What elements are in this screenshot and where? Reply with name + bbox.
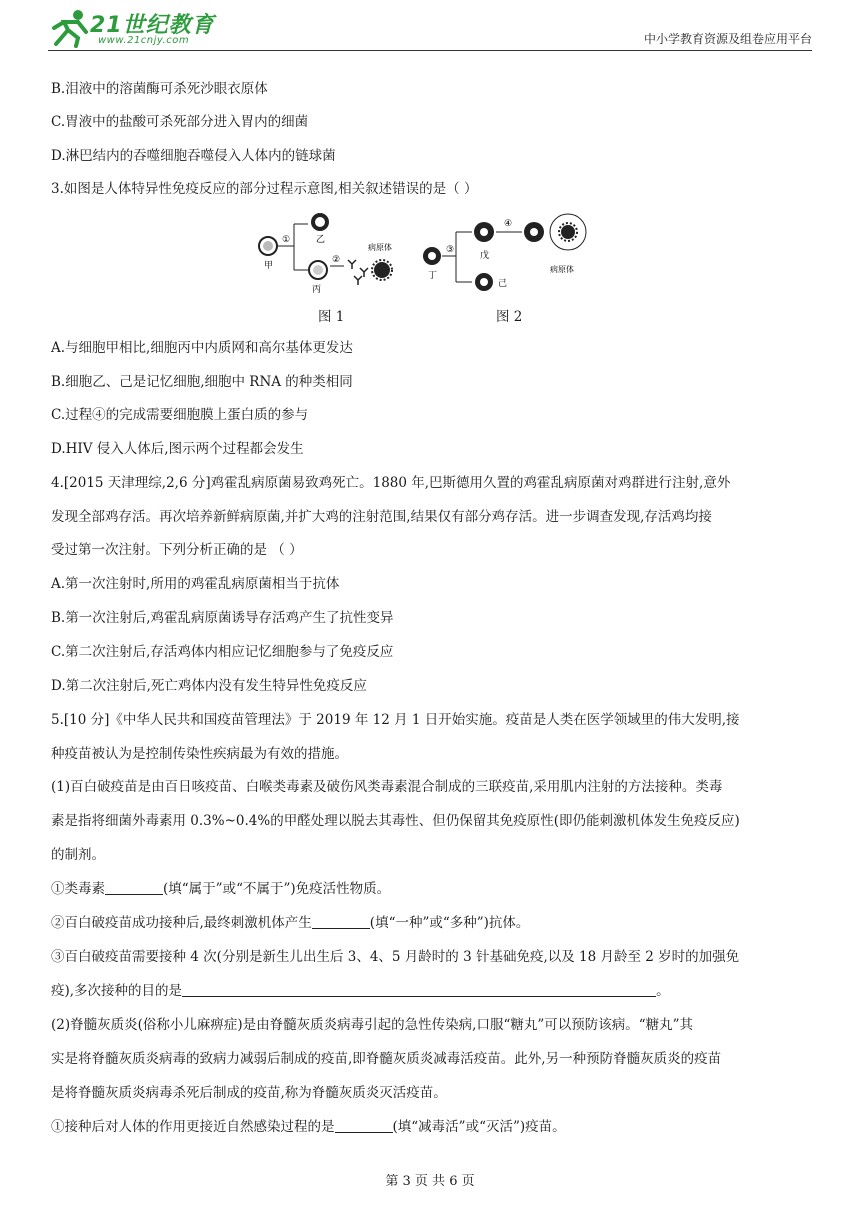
paragraph-line: (2)脊髓灰质炎(俗称小儿麻痹症)是由脊髓灰质炎病毒引起的急性传染病,口服“糖丸”可以预防该病。“糖丸”其 bbox=[51, 1017, 694, 1033]
question-stem: 3.如图是人体特异性免疫反应的部分过程示意图,相关叙述错误的是（ ） bbox=[51, 181, 478, 197]
site-logo bbox=[48, 6, 248, 50]
question-stem: 受过第一次注射。下列分析正确的是 （ ） bbox=[51, 542, 303, 558]
option-line: B.泪液中的溶菌酶可杀死沙眼衣原体 bbox=[51, 81, 268, 97]
option-line: A.与细胞甲相比,细胞丙中内质网和高尔基体更发达 bbox=[51, 340, 353, 356]
option-line: C.过程④的完成需要细胞膜上蛋白质的参与 bbox=[51, 407, 309, 423]
option-line: D.HIV 侵入人体后,图示两个过程都会发生 bbox=[51, 441, 304, 457]
antibody-icon bbox=[348, 260, 356, 269]
step-2-label: ② bbox=[332, 255, 341, 265]
answer-blank-1[interactable] bbox=[105, 880, 163, 895]
page-number: 第 3 页 共 6 页 bbox=[385, 1174, 475, 1189]
paragraph-line: ③百白破疫苗需要接种 4 次(分别是新生儿出生后 3、4、5 月龄时的 3 针基础免疫,以及 18 月龄至 2 岁时的加强免 bbox=[51, 949, 740, 965]
fill-blank-q1 bbox=[51, 880, 390, 898]
paragraph-line: 的制剂。 bbox=[51, 847, 105, 863]
cell-bing-label: 丙 bbox=[312, 285, 322, 295]
option-line: B.细胞乙、己是记忆细胞,细胞中 RNA 的种类相同 bbox=[51, 374, 353, 390]
cell-ji-nucleus bbox=[480, 278, 488, 286]
antibody-icon bbox=[360, 268, 368, 277]
q4-suffix: (填“减毒活”或“灭活”)疫苗。 bbox=[392, 1119, 566, 1135]
q1-suffix: (填“属于”或“不属于”)免疫活性物质。 bbox=[163, 881, 391, 897]
figure-2 bbox=[423, 214, 586, 291]
cell-jia-nucleus bbox=[263, 241, 273, 251]
step-4-label: ④ bbox=[504, 219, 513, 229]
option-line: D.第二次注射后,死亡鸡体内没有发生特异性免疫反应 bbox=[51, 678, 367, 694]
logo-text: 21世纪教育 bbox=[90, 13, 215, 38]
platform-title: 中小学教育资源及组卷应用平台 bbox=[643, 32, 812, 46]
option-line: C.胃液中的盐酸可杀死部分进入胃内的细菌 bbox=[51, 114, 309, 130]
q1-prefix: ①类毒素 bbox=[51, 881, 105, 897]
option-line: D.淋巴结内的吞噬细胞吞噬侵入人体内的链球菌 bbox=[51, 148, 336, 164]
question-stem: 种疫苗被认为是控制传染性疾病最为有效的措施。 bbox=[51, 746, 348, 762]
cell-ding-nucleus bbox=[428, 252, 436, 260]
figure-1 bbox=[259, 213, 392, 295]
cell-jia-label: 甲 bbox=[264, 261, 274, 271]
cell-wu-nucleus bbox=[480, 228, 488, 236]
figure-2-caption: 图 2 bbox=[496, 309, 523, 325]
paragraph-line: (1)百白破疫苗是由百日咳疫苗、白喉类毒素及破伤风类毒素混合制成的三联疫苗,采用肌内注射的方法接种。类毒 bbox=[51, 779, 723, 795]
runner-logo-icon bbox=[48, 6, 92, 48]
fill-blank-q4 bbox=[51, 1118, 566, 1136]
paragraph-line: 素是指将细菌外毒素用 0.3%~0.4%的甲醛处理以脱去其毒性、但仍保留其免疫原性(即仍能刺激机体发生免疫反应) bbox=[51, 813, 740, 829]
antibody-icon bbox=[354, 276, 362, 285]
effector-cell-nucleus bbox=[530, 228, 538, 236]
logo-url: www.21cnjy.com bbox=[98, 35, 190, 46]
pathogen-label-2: 病原体 bbox=[550, 265, 574, 274]
option-line: A.第一次注射时,所用的鸡霍乱病原菌相当于抗体 bbox=[51, 576, 340, 592]
cell-yi-label: 乙 bbox=[316, 235, 326, 245]
paragraph-line: 是将脊髓灰质炎病毒杀死后制成的疫苗,称为脊髓灰质炎灭活疫苗。 bbox=[51, 1085, 447, 1101]
pathogen-icon bbox=[561, 225, 575, 239]
q3-suffix: 。 bbox=[656, 983, 670, 999]
cell-wu-label: 戊 bbox=[480, 251, 490, 261]
answer-blank-3[interactable] bbox=[182, 982, 656, 997]
pathogen-icon bbox=[374, 262, 390, 278]
cell-ji-label: 己 bbox=[498, 279, 508, 289]
q4-prefix: ①接种后对人体的作用更接近自然感染过程的是 bbox=[51, 1119, 335, 1135]
cell-ding-label: 丁 bbox=[428, 271, 438, 281]
option-line: C.第二次注射后,存活鸡体内相应记忆细胞参与了免疫反应 bbox=[51, 644, 394, 660]
cell-yi-nucleus bbox=[315, 217, 325, 227]
q3-prefix: 疫),多次接种的目的是 bbox=[51, 983, 183, 999]
question-stem: 发现全部鸡存活。再次培养新鲜病原菌,并扩大鸡的注射范围,结果仅有部分鸡存活。进一步调查发现,存活鸡均接 bbox=[51, 509, 712, 525]
page-header bbox=[48, 6, 812, 51]
answer-blank-2[interactable] bbox=[312, 914, 370, 929]
step-1-label: ① bbox=[282, 235, 291, 245]
paragraph-line: 实是将脊髓灰质炎病毒的致病力减弱后制成的疫苗,即脊髓灰质炎减毒活疫苗。此外,另一种预防脊髓灰质炎的疫苗 bbox=[51, 1051, 722, 1067]
question-stem: 4.[2015 天津理综,2,6 分]鸡霍乱病原菌易致鸡死亡。1880 年,巴斯德用久置的鸡霍乱病原菌对鸡群进行注射,意外 bbox=[51, 475, 731, 491]
pathogen-label-1: 病原体 bbox=[368, 243, 392, 252]
fill-blank-q2 bbox=[51, 914, 529, 932]
figure-1-caption: 图 1 bbox=[318, 309, 345, 325]
immune-process-figure bbox=[250, 206, 590, 308]
question-stem: 5.[10 分]《中华人民共和国疫苗管理法》于 2019 年 12 月 1 日开始实施。疫苗是人类在医学领域里的伟大发明,接 bbox=[51, 712, 740, 728]
step-3-label: ③ bbox=[446, 245, 455, 255]
cell-bing-nucleus bbox=[313, 265, 323, 275]
q2-prefix: ②百白破疫苗成功接种后,最终刺激机体产生 bbox=[51, 915, 312, 931]
answer-blank-4[interactable] bbox=[335, 1118, 393, 1133]
option-line: B.第一次注射后,鸡霍乱病原菌诱导存活鸡产生了抗性变异 bbox=[51, 610, 394, 626]
fill-blank-q3 bbox=[51, 982, 670, 1000]
q2-suffix: (填“一种”或“多种”)抗体。 bbox=[369, 915, 530, 931]
